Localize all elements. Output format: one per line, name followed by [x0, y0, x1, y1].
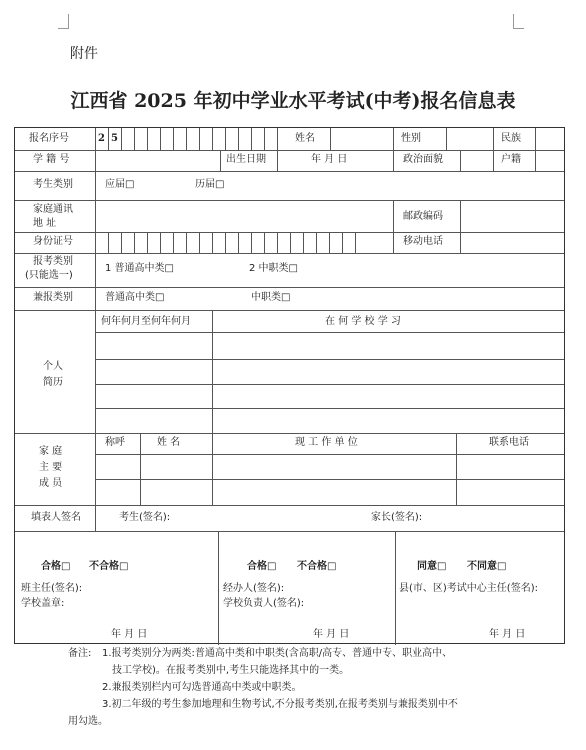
date-3: 年 月 日 — [489, 629, 526, 640]
cell-line — [147, 128, 148, 150]
row-line — [15, 531, 564, 532]
resume-col-school: 在 何 学 校 学 习 — [325, 316, 401, 327]
family-col-name: 姓 名 — [157, 437, 181, 448]
cell-line — [95, 310, 96, 433]
cell-line — [393, 150, 394, 171]
pass-checkbox-1[interactable]: 合格□ — [41, 561, 71, 572]
notes-label: 备注: — [68, 648, 92, 659]
cell-line — [220, 150, 221, 171]
cell-line — [238, 128, 239, 150]
resume-label-2: 简历 — [43, 377, 63, 388]
cell-line — [393, 128, 394, 150]
cell-line — [264, 128, 265, 150]
county-director-signature: 县(市、区)考试中心主任(签名): — [399, 583, 538, 594]
cell-line — [212, 433, 213, 505]
cell-line — [316, 232, 317, 253]
cell-line — [303, 232, 304, 253]
family-col-phone: 联系电话 — [489, 437, 529, 448]
cell-line — [186, 232, 187, 253]
family-label-1: 家 庭 — [39, 446, 63, 457]
cell-line — [121, 128, 122, 150]
cell-line — [225, 128, 226, 150]
row-line — [15, 253, 564, 254]
cell-line — [140, 433, 141, 505]
cell-line — [134, 232, 135, 253]
row-line — [15, 310, 564, 311]
pass-checkbox-2[interactable]: 合格□ — [247, 561, 277, 572]
current-checkbox[interactable]: 应届□ — [105, 179, 135, 190]
cell-line — [395, 531, 396, 645]
family-col-employer: 现 工 作 单 位 — [295, 437, 358, 448]
student-no-label: 学 籍 号 — [33, 154, 70, 165]
disagree-checkbox[interactable]: 不同意□ — [467, 561, 507, 572]
cell-line — [393, 200, 394, 232]
row-line — [15, 200, 564, 201]
cell-line — [199, 128, 200, 150]
note-2: 2.兼报类别栏内可勾选普通高中类或中职类。 — [102, 682, 302, 693]
note-3-line-1: 3.初二年级的考生参加地理和生物考试,不分报考类别,在报考类别与兼报类别中不 — [102, 699, 458, 710]
cell-line — [460, 232, 461, 253]
cell-line — [108, 232, 109, 253]
also-apply-label: 兼报类别 — [33, 292, 73, 303]
address-label-1: 家庭通讯 — [33, 204, 73, 215]
cell-line — [493, 128, 494, 150]
note-3-line-2: 用勾选。 — [68, 716, 108, 727]
school-seal: 学校盖章: — [21, 598, 65, 609]
exam-type-option-1[interactable]: 1 普通高中类□ — [105, 263, 174, 274]
registration-form — [14, 127, 565, 644]
row-line — [95, 332, 564, 333]
cell-line — [121, 232, 122, 253]
cell-line — [147, 232, 148, 253]
cell-line — [460, 200, 461, 232]
family-label-2: 主 要 — [39, 462, 63, 473]
cell-line — [342, 232, 343, 253]
date-1: 年 月 日 — [111, 629, 148, 640]
page-title: 江西省 2025 年初中学业水平考试(中考)报名信息表 — [70, 90, 516, 112]
date-2: 年 月 日 — [313, 629, 350, 640]
resume-col-period: 何年何月至何年何月 — [101, 316, 191, 327]
family-label-3: 成 员 — [39, 478, 63, 489]
cell-line — [95, 171, 96, 310]
cell-line — [393, 232, 394, 253]
cell-line — [225, 232, 226, 253]
row-line — [95, 408, 564, 409]
cell-line — [355, 232, 356, 253]
also-apply-option-1[interactable]: 普通高中类□ — [105, 292, 165, 303]
signer-label: 填表人签名 — [31, 512, 81, 523]
agree-checkbox[interactable]: 同意□ — [417, 561, 447, 572]
ethnicity-label: 民族 — [501, 133, 521, 144]
cell-line — [173, 232, 174, 253]
exam-type-option-2[interactable]: 2 中职类□ — [249, 263, 298, 274]
address-label-2: 地 址 — [33, 218, 57, 229]
cell-line — [95, 505, 96, 531]
row-line — [95, 359, 564, 360]
attachment-label: 附件 — [70, 46, 98, 62]
cell-line — [251, 128, 252, 150]
id-card-label: 身份证号 — [33, 236, 73, 247]
fail-checkbox-1[interactable]: 不合格□ — [89, 561, 129, 572]
cell-line — [264, 232, 265, 253]
cell-line — [238, 232, 239, 253]
postcode-label: 邮政编码 — [403, 211, 443, 222]
cell-line — [173, 128, 174, 150]
cell-line — [456, 433, 457, 505]
cell-line — [212, 232, 213, 253]
category-label: 考生类别 — [33, 179, 73, 190]
cell-line — [460, 150, 461, 171]
row-line — [15, 171, 564, 172]
cell-line — [277, 128, 278, 150]
cell-line — [290, 232, 291, 253]
teacher-signature: 班主任(签名): — [21, 583, 83, 594]
also-apply-option-2[interactable]: 中职类□ — [251, 292, 291, 303]
row-line — [95, 454, 564, 455]
crop-mark-right — [513, 14, 524, 29]
cell-line — [535, 150, 536, 171]
cell-line — [212, 310, 213, 433]
cell-line — [446, 128, 447, 150]
cell-line — [277, 150, 278, 171]
note-1-line-2: 技工学校)。在报考类别中,考生只能选择其中的一类。 — [112, 665, 350, 676]
cell-line — [493, 150, 494, 171]
cell-line — [95, 150, 96, 171]
row-line — [95, 384, 564, 385]
birth-date-fill: 年 月 日 — [311, 154, 348, 165]
note-1-line-1: 1.报考类别分为两类:普通高中类和中职类(含高职/高专、普通中专、职业高中、 — [102, 648, 453, 659]
resume-label-1: 个人 — [43, 361, 63, 372]
reg-no-digit-2: 5 — [111, 133, 118, 144]
cell-line — [251, 232, 252, 253]
mobile-label: 移动电话 — [403, 236, 443, 247]
cell-line — [330, 128, 331, 150]
cell-line — [277, 232, 278, 253]
crop-mark-left — [58, 14, 69, 29]
gender-label: 性别 — [401, 133, 421, 144]
politics-label: 政治面貌 — [403, 154, 443, 165]
exam-type-label-2: (只能选一) — [25, 270, 73, 281]
exam-type-label-1: 报考类别 — [33, 256, 73, 267]
row-line — [15, 505, 564, 506]
reg-no-digit-1: 2 — [98, 133, 105, 144]
handler-signature: 经办人(签名): — [223, 583, 285, 594]
name-label: 姓名 — [295, 133, 315, 144]
cell-line — [199, 232, 200, 253]
row-line — [15, 150, 564, 151]
cell-line — [186, 128, 187, 150]
parent-signature: 家长(签名): — [371, 512, 423, 523]
cell-line — [218, 531, 219, 645]
cell-line — [212, 128, 213, 150]
reg-no-label: 报名序号 — [29, 133, 69, 144]
hukou-label: 户籍 — [501, 154, 521, 165]
cell-line — [160, 232, 161, 253]
family-col-relation: 称呼 — [105, 437, 125, 448]
birth-date-label: 出生日期 — [226, 154, 266, 165]
cell-line — [95, 433, 96, 505]
cell-line — [329, 232, 330, 253]
row-line — [15, 287, 564, 288]
previous-checkbox[interactable]: 历届□ — [195, 179, 225, 190]
row-line — [95, 479, 564, 480]
row-line — [15, 433, 564, 434]
cell-line — [160, 128, 161, 150]
student-signature: 考生(签名): — [119, 512, 171, 523]
fail-checkbox-2[interactable]: 不合格□ — [297, 561, 337, 572]
cell-line — [535, 128, 536, 150]
principal-signature: 学校负责人(签名): — [223, 598, 305, 609]
cell-line — [134, 128, 135, 150]
